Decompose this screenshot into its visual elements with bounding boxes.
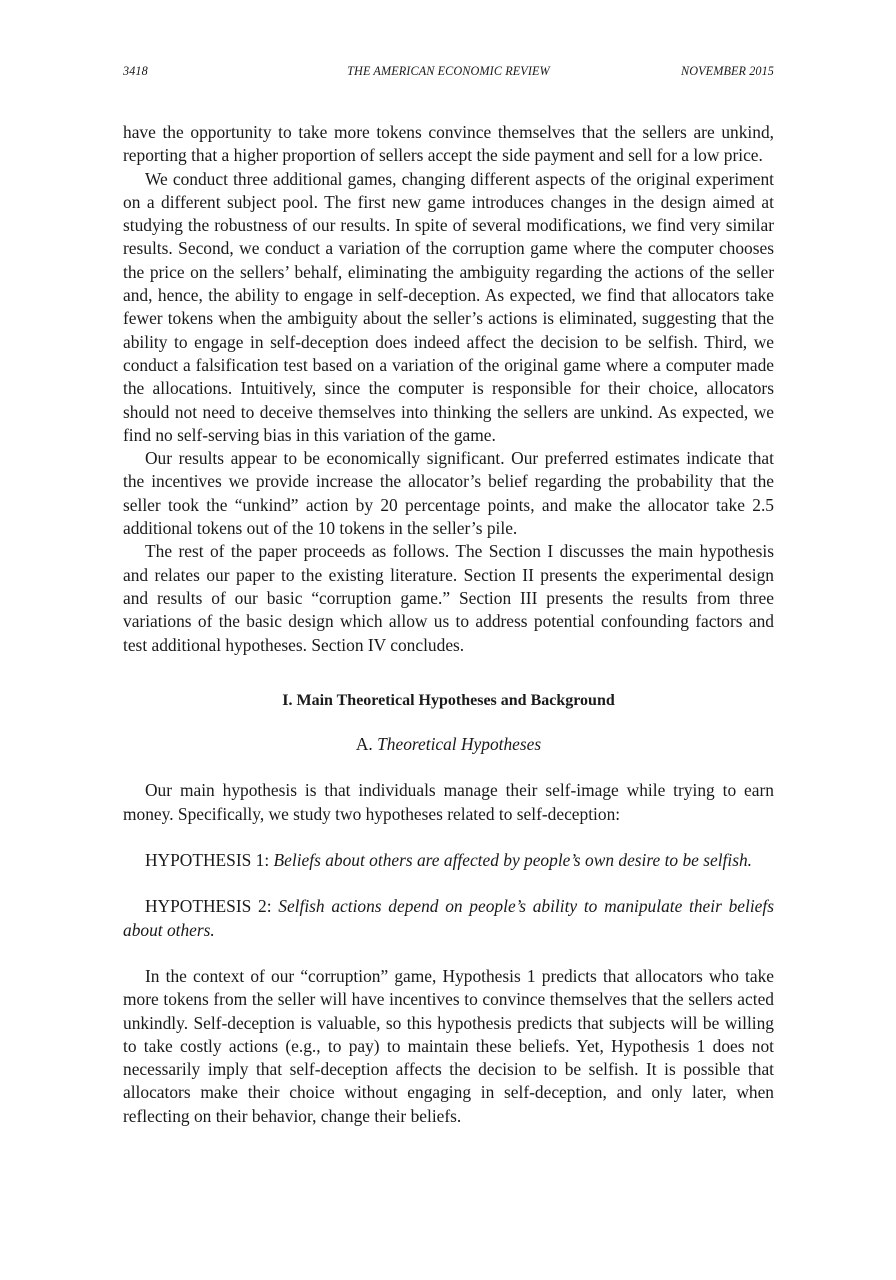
- paragraph-continuation: have the opportunity to take more tokens convince themselves that the sellers are unkind, reporting that a higher proportion of sellers accept the side payment and sell for a low price.: [123, 122, 774, 166]
- hypothesis-1: [123, 849, 774, 872]
- paragraph-corruption-game: In the context of our “corruption” game, Hypothesis 1 predicts that allocators who take more tokens from the seller will have incentives to convince themselves that the sellers acted unkindly. Self-deception is valuable, so this hypothesis predicts that subjects will be willing to take costly actions (e.g., to pay) to maintain these beliefs. Yet, Hypothesis 1 does not necessarily imply that self-deception affects the decision to be selfish. It is possible that allocators make their choice without engaging in self-deception, and only later, when reflecting on their behavior, change their beliefs.: [123, 965, 774, 1126]
- page-number: 3418: [123, 64, 148, 78]
- paragraph-additional-games: We conduct three additional games, changing different aspects of the original experiment on a different subject pool. The first new game introduces changes in the design aimed at studying the robustness of our results. In spite of several modifications, we find very similar results. Second, we conduct a variation of the corruption game where the computer chooses the price on the sellers’ behalf, eliminating the ambiguity regarding the actions of the seller and, hence, the ability to engage in self-deception. As expected, we find that allocators take fewer tokens when the ambiguity about the seller’s actions is eliminated, suggesting that the ability to engage in self-deception does indeed affect the decision to be selfish. Third, we conduct a falsification test based on a variation of the original game where a computer made the allocations. Intuitively, since the computer is responsible for their choice, allocators should not need to deceive themselves into thinking the sellers are unkind. As expected, we find no self-serving bias in this variation of the game.: [123, 168, 774, 445]
- hypothesis-1-text: Beliefs about others are affected by people’s own desire to be selfish.: [273, 850, 753, 871]
- journal-title: THE AMERICAN ECONOMIC REVIEW: [347, 64, 550, 78]
- paragraph-outline: The rest of the paper proceeds as follows. The Section I discusses the main hypothesis and relates our paper to the existing literature. Section II presents the experimental design and results of our basic “corruption game.” Section III presents the results from three variations of the basic design which allow us to address potential confounding factors and test additional hypotheses. Section IV concludes.: [123, 541, 774, 655]
- subsection-label: A.: [355, 734, 373, 755]
- hypothesis-1-label: HYPOTHESIS 1:: [145, 850, 270, 871]
- hypothesis-2-text: Selfish actions depend on people’s ability to manipulate their beliefs about others.: [123, 896, 774, 940]
- hypothesis-2: [123, 895, 774, 942]
- subsection-heading: [123, 733, 774, 756]
- subsection-title: Theoretical Hypotheses: [377, 734, 542, 755]
- body-text: [123, 121, 774, 1128]
- section-heading: I. Main Theoretical Hypotheses and Background: [282, 691, 615, 709]
- issue-date: NOVEMBER 2015: [680, 64, 774, 78]
- hypothesis-2-label: HYPOTHESIS 2:: [145, 896, 272, 917]
- paragraph-results: Our results appear to be economically significant. Our preferred estimates indicate that the incentives we provide increase the allocator’s belief regarding the probability that the seller took the “unkind” action by 20 percentage points, and make the allocator take 2.5 additional tokens out of the 10 tokens in the seller’s pile.: [123, 448, 774, 539]
- paragraph-main-hypothesis: Our main hypothesis is that individuals manage their self-image while trying to earn money. Specifically, we study two hypotheses related to self-deception:: [123, 780, 774, 824]
